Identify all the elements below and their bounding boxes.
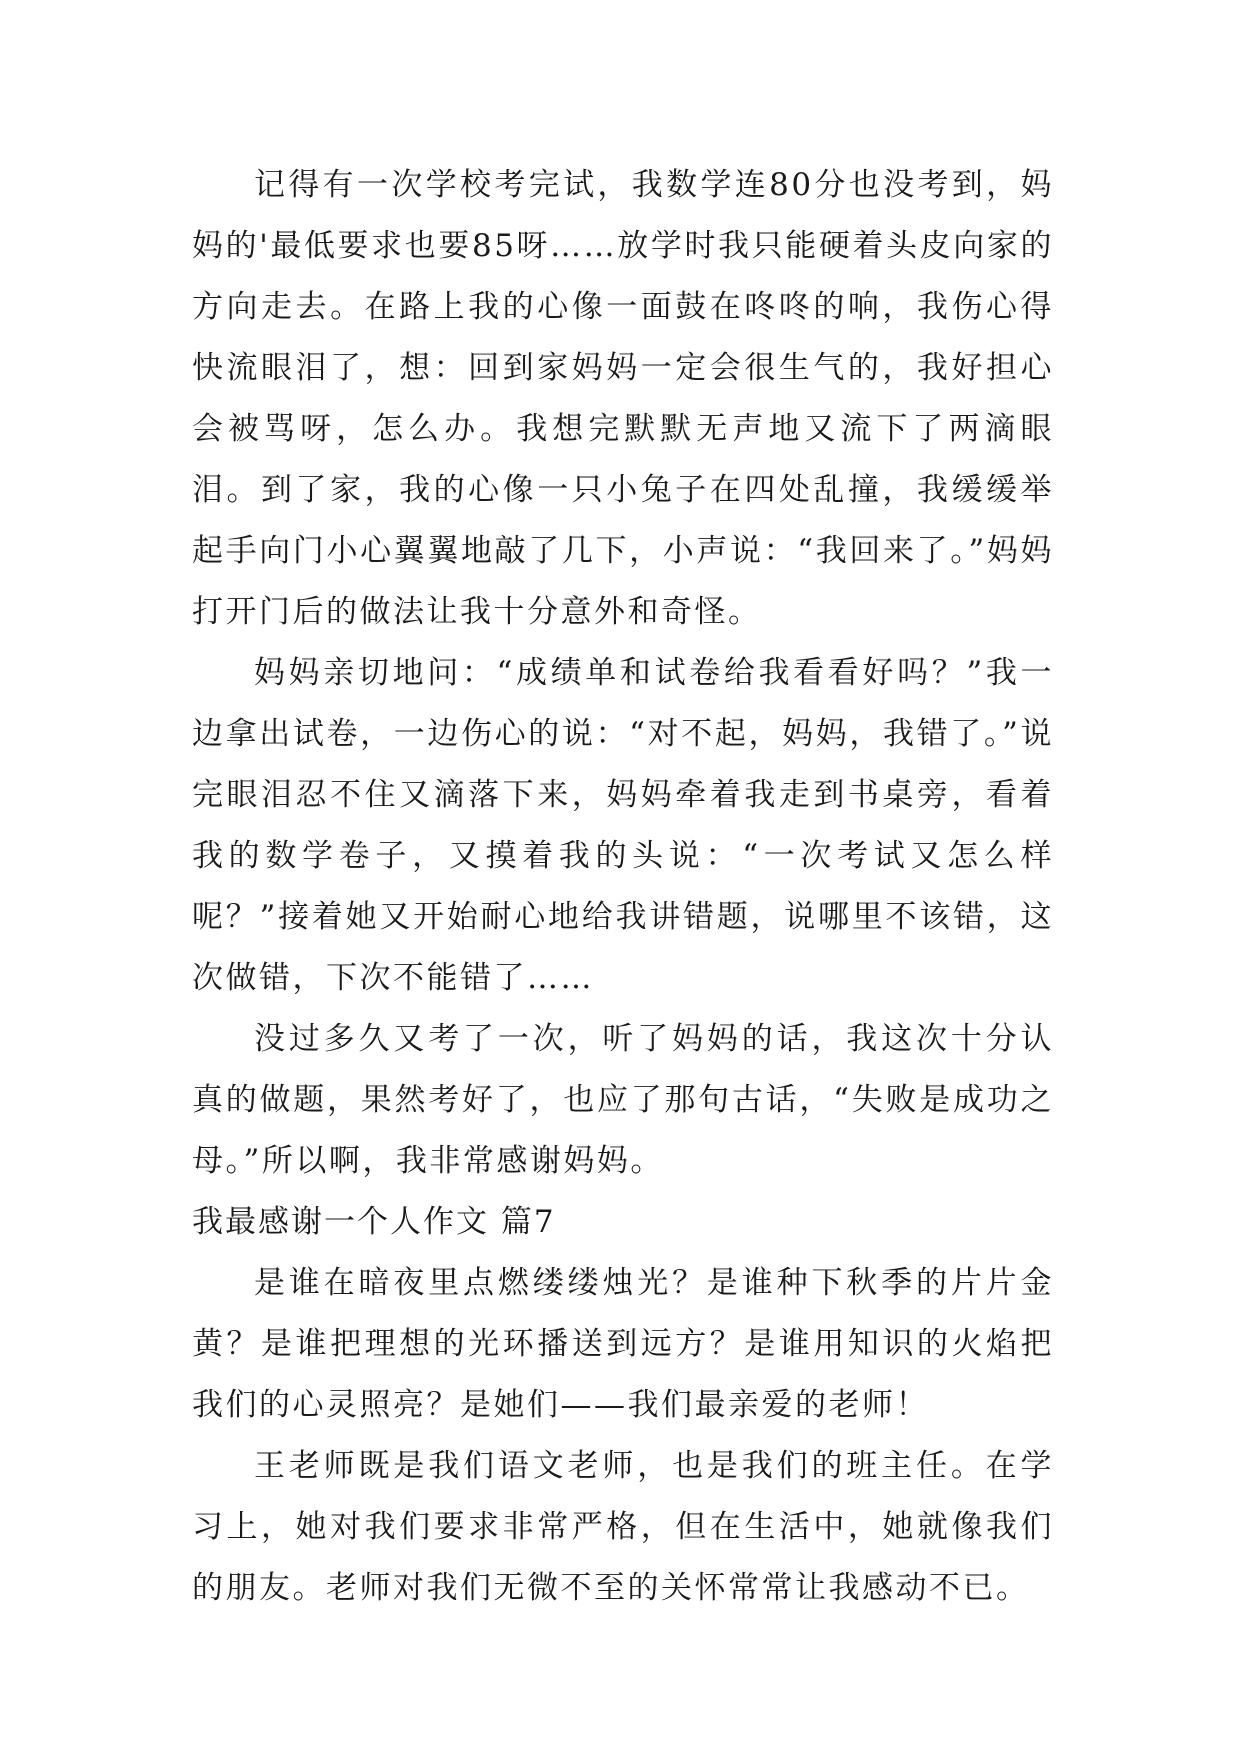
- paragraph: 没过多久又考了一次，听了妈妈的话，我这次十分认真的做题，果然考好了，也应了那句古话，“失败是成功之母。”所以啊，我非常感谢妈妈。: [192, 1021, 1054, 1179]
- document-body: [192, 155, 1054, 1619]
- paragraph: 记得有一次学校考完试，我数学连80分也没考到，妈妈的'最低要求也要85呀……放学时我只能硬着头皮向家的方向走去。在路上我的心像一面鼓在咚咚的响，我伤心得快流眼泪了，想：回到家妈妈一定会很生气的，我好担心会被骂呀，怎么办。我想完默默无声地又流下了两滴眼泪。到了家，我的心像一只小兔子在四处乱撞，我缓缓举起手向门小心翼翼地敲了几下，小声说：“我回来了。”妈妈打开门后的做法让我十分意外和奇怪。: [192, 167, 1054, 630]
- paragraph: 妈妈亲切地问：“成绩单和试卷给我看看好吗？”我一边拿出试卷，一边伤心的说：“对不起，妈妈，我错了。”说完眼泪忍不住又滴落下来，妈妈牵着我走到书桌旁，看着我的数学卷子，又摸着我的头说：“一次考试又怎么样呢？”接着她又开始耐心地给我讲错题，说哪里不该错，这次做错，下次不能错了……: [192, 655, 1054, 996]
- section-heading: 我最感谢一个人作文 篇7: [192, 1204, 556, 1240]
- paragraph: 王老师既是我们语文老师，也是我们的班主任。在学习上，她对我们要求非常严格，但在生活中，她就像我们的朋友。老师对我们无微不至的关怀常常让我感动不已。: [192, 1448, 1054, 1606]
- paragraph: 是谁在暗夜里点燃缕缕烛光？是谁种下秋季的片片金黄？是谁把理想的光环播送到远方？是谁用知识的火焰把我们的心灵照亮？是她们——我们最亲爱的老师！: [192, 1265, 1054, 1423]
